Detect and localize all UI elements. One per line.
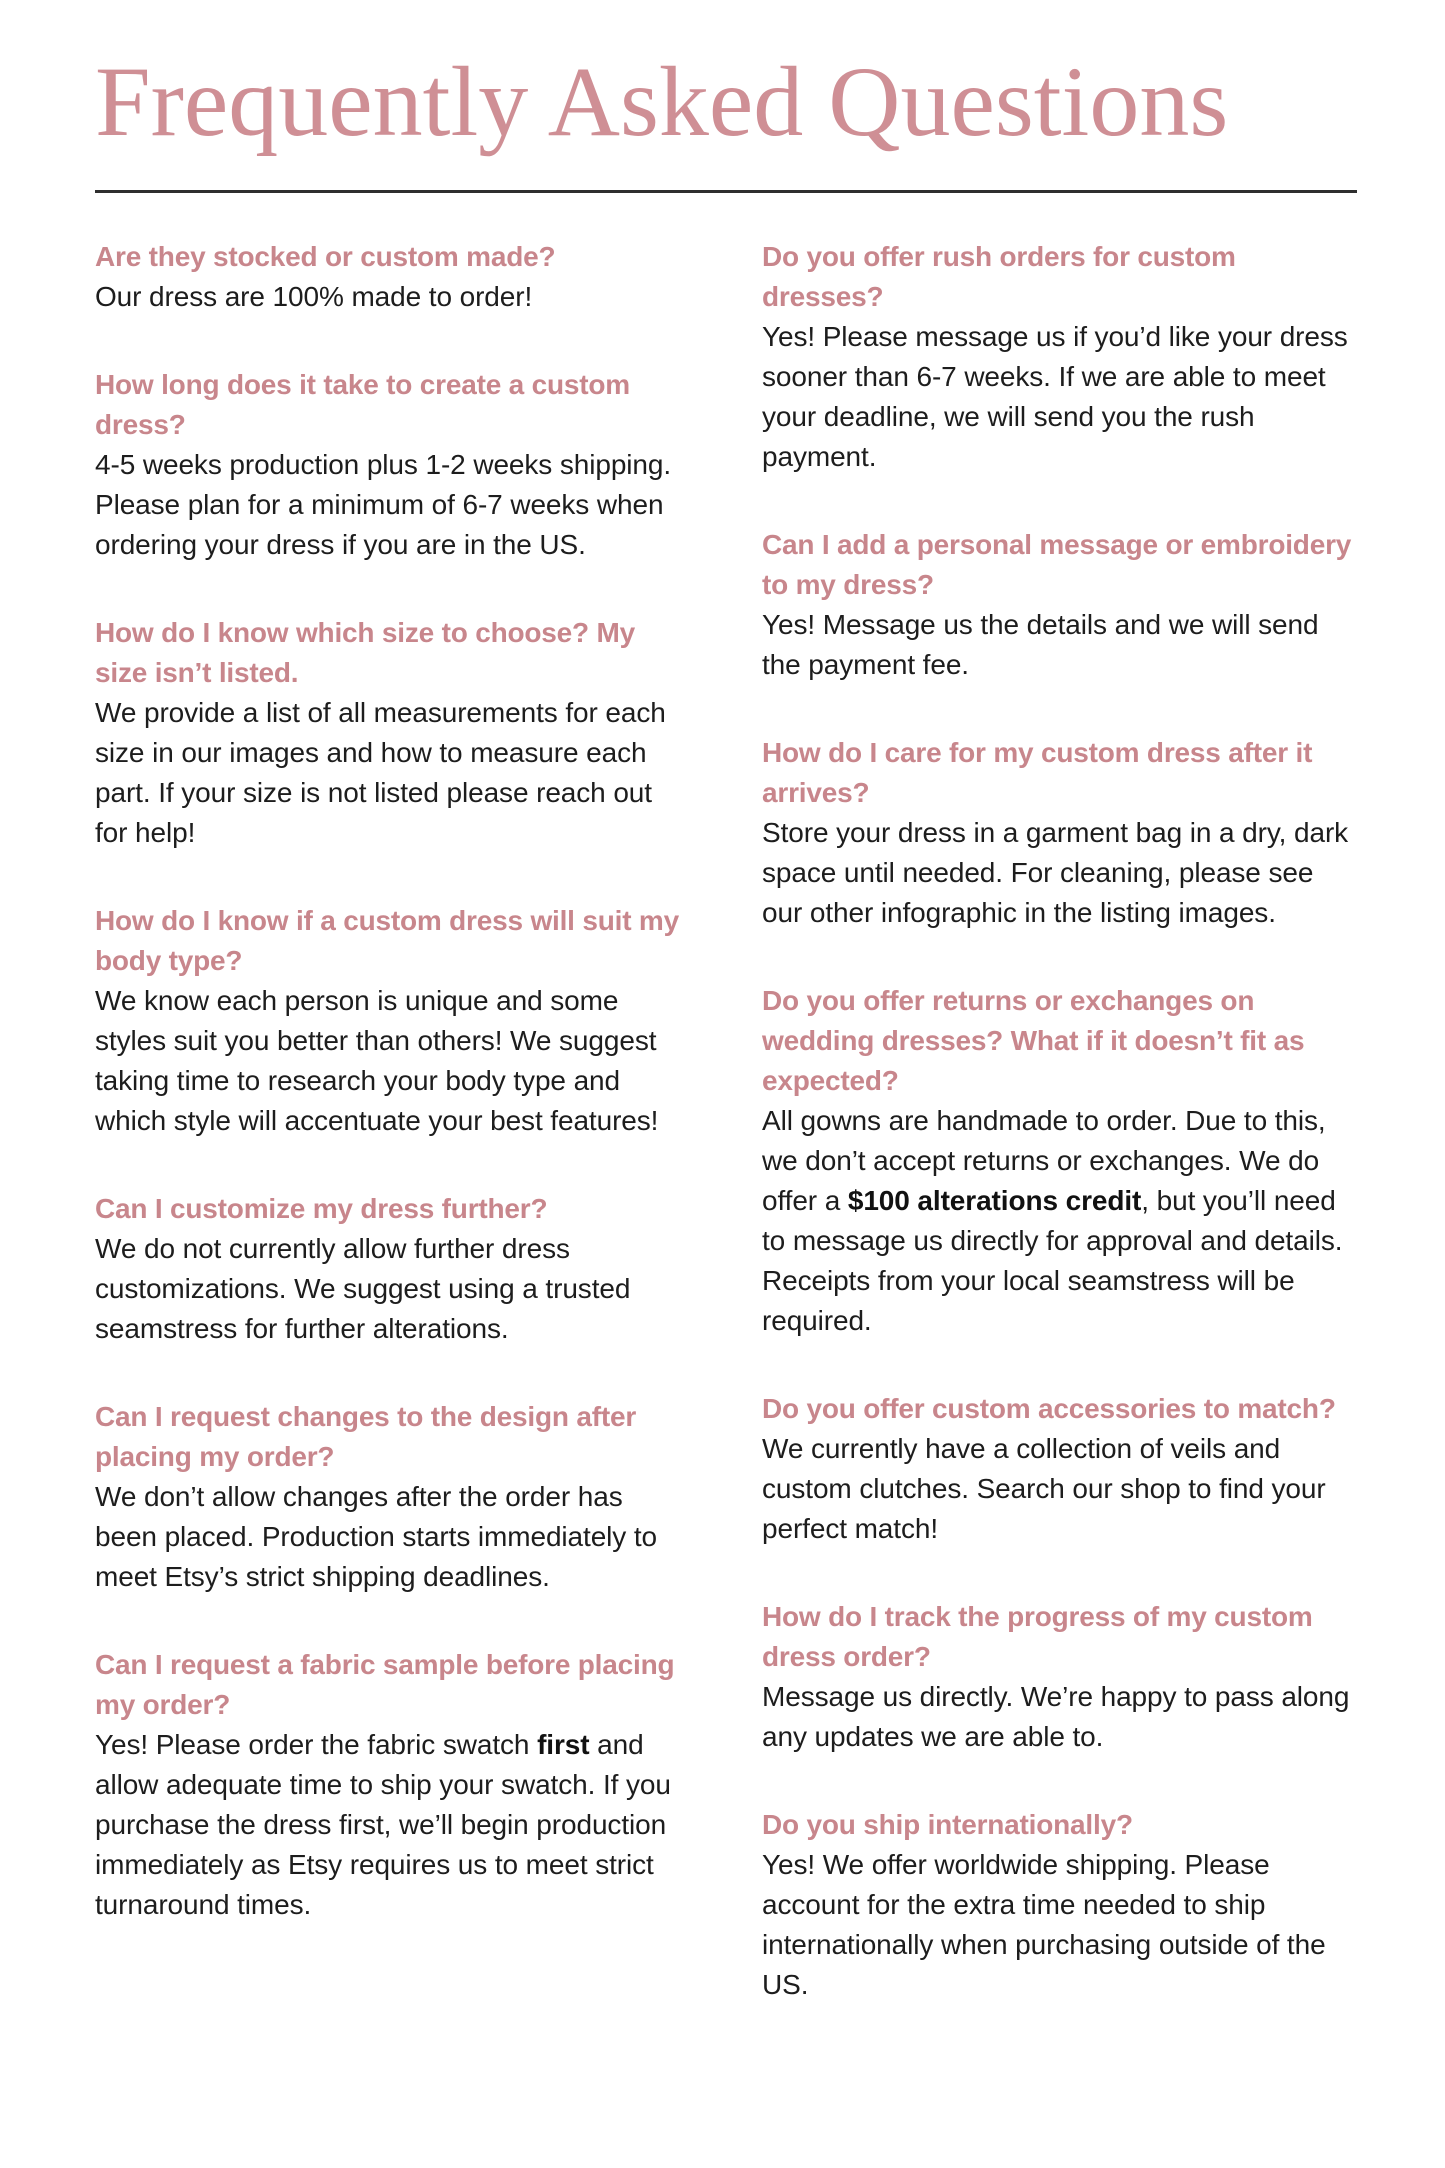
faq-answer xyxy=(762,317,1357,477)
faq-question: Do you offer returns or exchanges on wedding dresses? What if it doesn’t fit as expected? xyxy=(762,985,1305,1096)
faq-answer-text: , but you’ll need to message us directly for approval and details. Receipts from your local seamstress will be required. xyxy=(762,1185,1343,1336)
faq-answer xyxy=(95,1229,690,1349)
faq-question: Do you offer custom accessories to match? xyxy=(762,1393,1336,1424)
faq-question: How do I track the progress of my custom dress order? xyxy=(762,1601,1313,1672)
faq-item xyxy=(95,1189,690,1349)
faq-answer-text: All gowns are handmade to order. Due to this, we don’t accept returns or exchanges. We do offer a xyxy=(762,1105,1326,1216)
faq-item xyxy=(95,1397,690,1597)
faq-answer-text: Yes! Message us the details and we will send the payment fee. xyxy=(762,609,1319,680)
faq-item xyxy=(95,1645,690,1925)
faq-columns xyxy=(95,237,1357,2053)
faq-item xyxy=(762,1389,1357,1549)
faq-answer xyxy=(95,981,690,1141)
faq-question: How do I care for my custom dress after it arrives? xyxy=(762,737,1313,808)
faq-question: How do I know which size to choose? My size isn’t listed. xyxy=(95,617,635,688)
faq-answer-bold: $100 alterations credit xyxy=(847,1185,1142,1216)
faq-answer-text: We don’t allow changes after the order has been placed. Production starts immediately to meet Etsy’s strict shipping deadlines. xyxy=(95,1481,658,1592)
faq-question: How long does it take to create a custom dress? xyxy=(95,369,631,440)
faq-column-left xyxy=(95,237,690,2053)
page-title: Frequently Asked Questions xyxy=(95,46,1229,157)
faq-item xyxy=(95,365,690,565)
faq-question: Are they stocked or custom made? xyxy=(95,241,556,272)
faq-answer-text: We know each person is unique and some styles suit you better than others! We suggest taking time to research your body type and which style will accentuate your best features! xyxy=(95,985,659,1136)
faq-item xyxy=(95,901,690,1141)
faq-answer-text: Store your dress in a garment bag in a dry, dark space until needed. For cleaning, please see our other infographic in the listing images. xyxy=(762,817,1349,928)
faq-answer xyxy=(762,1429,1357,1549)
faq-answer-text: 4-5 weeks production plus 1-2 weeks shipping. Please plan for a minimum of 6-7 weeks when ordering your dress if you are in the US. xyxy=(95,449,672,560)
faq-answer-text: Message us directly. We’re happy to pass along any updates we are able to. xyxy=(762,1681,1350,1752)
faq-question: Can I add a personal message or embroidery to my dress? xyxy=(762,529,1352,600)
faq-answer-text: Yes! Please order the fabric swatch xyxy=(95,1729,538,1760)
faq-answer xyxy=(762,1677,1357,1757)
faq-answer-text: and allow adequate time to ship your swatch. If you purchase the dress first, we’ll begin production immediately as Etsy requires us to meet strict turnaround times. xyxy=(95,1729,671,1920)
faq-item xyxy=(762,733,1357,933)
faq-answer xyxy=(762,1101,1357,1341)
faq-answer xyxy=(762,813,1357,933)
faq-answer-text: Our dress are 100% made to order! xyxy=(95,281,533,312)
faq-answer xyxy=(762,605,1357,685)
faq-answer-bold: first xyxy=(537,1729,590,1760)
faq-item xyxy=(95,237,690,317)
faq-answer-text: Yes! We offer worldwide shipping. Please account for the extra time needed to ship internationally when purchasing outside of the US. xyxy=(762,1849,1326,2000)
faq-item xyxy=(762,1805,1357,2005)
faq-item xyxy=(762,1597,1357,1757)
faq-item xyxy=(762,237,1357,477)
title-divider xyxy=(95,190,1357,193)
faq-question: Can I request changes to the design after placing my order? xyxy=(95,1401,637,1472)
faq-answer xyxy=(95,277,690,317)
faq-answer xyxy=(95,1477,690,1597)
faq-answer xyxy=(95,445,690,565)
faq-answer xyxy=(95,1725,690,1925)
faq-answer-text: We provide a list of all measurements for each size in our images and how to measure each part. If your size is not listed please reach out for help! xyxy=(95,697,666,848)
faq-question: Can I request a fabric sample before placing my order? xyxy=(95,1649,675,1720)
faq-column-right xyxy=(762,237,1357,2053)
faq-question: Can I customize my dress further? xyxy=(95,1193,548,1224)
faq-answer-text: We currently have a collection of veils and custom clutches. Search our shop to find your perfect match! xyxy=(762,1433,1326,1544)
faq-item xyxy=(762,981,1357,1341)
faq-answer xyxy=(762,1845,1357,2005)
faq-question: Do you ship internationally? xyxy=(762,1809,1133,1840)
faq-item xyxy=(762,525,1357,685)
faq-question: Do you offer rush orders for custom dresses? xyxy=(762,241,1236,312)
faq-answer-text: We do not currently allow further dress customizations. We suggest using a trusted seamstress for further alterations. xyxy=(95,1233,631,1344)
faq-question: How do I know if a custom dress will suit my body type? xyxy=(95,905,679,976)
faq-answer-text: Yes! Please message us if you’d like your dress sooner than 6-7 weeks. If we are able to meet your deadline, we will send you the rush payment. xyxy=(762,321,1348,472)
faq-item xyxy=(95,613,690,853)
faq-answer xyxy=(95,693,690,853)
